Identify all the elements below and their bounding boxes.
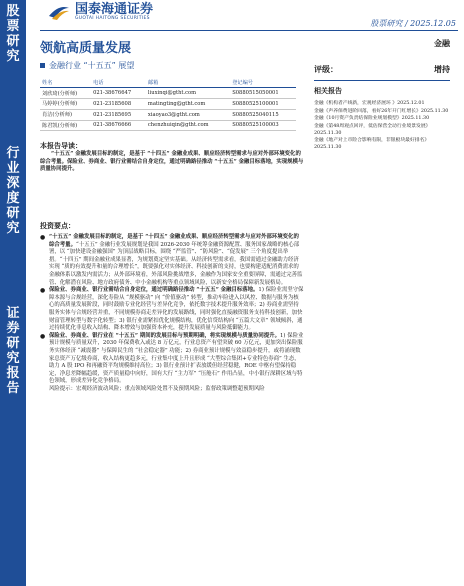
investment-points — [40, 234, 304, 393]
core-heading: 本报告导读： — [40, 141, 82, 150]
column-header: 邮箱 — [146, 77, 230, 88]
sidebar-divider — [314, 80, 450, 81]
square-bullet-icon — [40, 63, 45, 68]
point-body: “十五五” 金融行业发展规划是我国 2026-2030 年统筹金融资源配置、服务国家战略的核心部署，以 “加快建设金融强国” 为顶层战略目标，围绕 “严监管”、“防风险”、“促发展” 三个角度提出举措。“十四五” 期间金融业成果显著，为规划奠定坚实基础。从经济转型需求看，我国需通过金融助力经济实现 “质的有效提升和量的合理增长”，既要强化对实体经济、科技创新的支持，也要构建适配消费需求的金融体系以激发内需活力；从外部环境看，外部风险挑战增多，金融作为国家安全重要屏障，需通过完善监管、化解潜在风险、地方政府债务、中小金融机构等重点领域风险，以新安全格局保障新发展格局。 — [49, 241, 303, 286]
banner-char: 研 — [6, 34, 20, 49]
banner-char: 报 — [6, 366, 20, 381]
banner-section-industry-research — [3, 146, 23, 236]
point-lead: “十五五” 金融发展目标的制定，是基于 “十四五” 金融业成果、顺应经济转型需求与应对外部环境变化的综合考量。 — [49, 234, 299, 248]
analyst-reg-number: S0880525100001 — [230, 98, 296, 109]
banner-char: 究 — [6, 221, 20, 236]
analyst-name: 刘欣琦(分析师) — [40, 88, 91, 99]
report-subtitle-text: 金融行业 “十五五” 展望 — [49, 61, 135, 70]
banner-char: 研 — [6, 206, 20, 221]
analyst-reg-number: S0880525100003 — [230, 120, 296, 131]
banner-char: 研 — [6, 336, 20, 351]
risk-warning: 风险提示：宏观经济波动风险；重点领域风险处置不及预期风险；监督政策调整超预期风险 — [49, 385, 265, 392]
analyst-email[interactable]: liuxinqi@gtht.com — [146, 88, 230, 99]
analyst-phone: 021-38676647 — [91, 88, 146, 99]
banner-char: 票 — [6, 19, 20, 34]
rating-value: 增持 — [434, 64, 450, 74]
list-item — [40, 234, 304, 287]
table-row — [40, 109, 296, 120]
table-row — [40, 88, 296, 99]
analyst-name: 陈君凯(分析师) — [40, 120, 91, 131]
analyst-reg-number: S0880515050001 — [230, 88, 296, 99]
column-header: 姓名 — [40, 77, 91, 88]
report-title: 领航高质量发展 — [40, 41, 132, 56]
list-item — [40, 333, 304, 386]
point-body: 1) 保险业需坚守保障本源与合规经营，深化寿险从 “规模驱动” 向 “价值驱动” 转型，推动车险进入以风控、数据与服务为核心的高质量发展阶段，同时鼓励专业化经营与差异化竞争，依托数字技术提升服务效率；2) 券商业需坚持服务实体与合规经营并重，不同规模券商走差异化的发展路线，同时强化直接融资服务支持科技创新，加快财富管理转型与数字化转型；3) 银行业需紧扣优化规模结构，优化信贷结构向 “五篇大文章” 领域倾斜，通过持续优化非息收入结构、降本增效与加强资本补充，提升发展质量与风险抵御能力。 — [49, 287, 304, 332]
analyst-phone: 021-23185695 — [91, 109, 146, 120]
analysts-table — [40, 77, 296, 131]
related-report-link[interactable]: 金融《10月资产负责结保险业规划模型》2025.11.30 — [314, 116, 430, 121]
header-divider — [40, 30, 458, 31]
banner-char: 券 — [6, 321, 20, 336]
banner-char: 告 — [6, 381, 20, 396]
list-item — [40, 287, 304, 333]
column-header: 登记编号 — [230, 77, 296, 88]
analyst-reg-number: S0880525040115 — [230, 109, 296, 120]
analyst-name: 马婷婷(分析师) — [40, 98, 91, 109]
core-summary: “十五五” 金融发展目标的制定，是基于 “十四五” 金融业成果、顺应经济转型需求与应对外部环境变化的综合考量。保险业、券商业、银行业需结合自身定位，通过明确路径推动 “十五五” 金融目标落地，实现规模与质量协同提升。 — [40, 151, 304, 173]
industry-label: 金融 — [434, 38, 450, 48]
table-header-row — [40, 77, 296, 88]
column-header: 电话 — [91, 77, 146, 88]
related-report-link[interactable]: 金融《声养保费进阶回落，看好26年开门红增长》2025.11.30 — [314, 108, 449, 114]
bullet-dot-icon: ● — [40, 287, 46, 295]
report-meta: 股票研究 / 2025.12.05 — [370, 19, 456, 28]
banner-char: 行 — [6, 146, 20, 161]
banner-section-stock-research — [3, 4, 23, 64]
banner-char: 股 — [6, 4, 20, 19]
point-lead: 保险业、券商业、银行业在 “十五五” 期间的发展目标与预期明确，将实现规模与质量协同提升。 — [49, 332, 280, 339]
related-report-link[interactable]: 金融《第48周观点回评，低估保营全动行业境景发展》2025.11.30 — [314, 123, 431, 136]
analyst-phone: 021-23185608 — [91, 98, 146, 109]
point-body: 1) 保险业预计规模与质量双升，2030 年保费收入或达 8 万亿元，行业总资产有望突破 60 万亿元，更加突出保险服务实体经济 “减震器” 与保障民生的 “社会稳定器” 功能；2) 券商业预计规模与效益稳步提升，或将涌现数家总资产万亿级券商，收入结构更趋多元，行业集中度上升且形成 “大型综合集团+专业特色券商” 生态，助力 A 股 IPO 和再融资平均规模维持高位；3) 银行业预计扩表放缓但经营稳健，ROE 中枢有望保持稳定，净息差降幅趋缓，资产质量稳中向好，国有大行 “主力军” “压舱石” 作用凸显，中小银行深耕区域与特色领域，形成差异化竞争格局。 — [49, 332, 304, 385]
related-reports-title: 相关报告 — [314, 86, 342, 95]
analyst-phone: 021-38676666 — [91, 120, 146, 131]
banner-char: 证 — [6, 306, 20, 321]
analyst-email[interactable]: chenzhuiqin@gtht.com — [146, 120, 230, 131]
banner-section-securities-report — [3, 306, 23, 396]
invest-heading: 投资要点： — [40, 221, 75, 230]
rating-label: 评级： — [314, 64, 338, 74]
brand-name-cn: 国泰海通证券 — [75, 2, 154, 17]
banner-char: 深 — [6, 176, 20, 191]
report-subtitle — [40, 60, 134, 71]
table-row — [40, 120, 296, 131]
analyst-name: 肖洁(分析师) — [40, 109, 91, 120]
point-lead: 保险业、券商业、银行业需结合自身定位，通过明确路径推动 “十五五” 金融目标落地。 — [49, 287, 259, 294]
brand-name-en: GUOTAI HAITONG SECURITIES — [75, 16, 150, 21]
related-reports-list — [314, 100, 454, 152]
left-banner — [0, 0, 26, 586]
table-row — [40, 98, 296, 109]
related-report-link[interactable]: 金融《机构者产线新，宏观经济展环 ​》2025.12.01 — [314, 101, 425, 106]
bullet-dot-icon: ● — [40, 234, 46, 241]
brand-logo — [47, 2, 153, 22]
analyst-email[interactable]: matingting@gtht.com — [146, 98, 230, 109]
analyst-email[interactable]: xiaoyao3@gtht.com — [146, 109, 230, 120]
bullet-dot-icon: ● — [40, 332, 46, 340]
banner-char: 业 — [6, 161, 20, 176]
banner-char: 究 — [6, 351, 20, 366]
banner-char: 度 — [6, 191, 20, 206]
banner-char: 究 — [6, 49, 20, 64]
rating-row — [314, 64, 450, 75]
logo-icon — [47, 2, 71, 22]
related-report-link[interactable]: 金融《地产对上市险合影响有限，非银板块最好排名》2025.11.30 — [314, 138, 430, 150]
